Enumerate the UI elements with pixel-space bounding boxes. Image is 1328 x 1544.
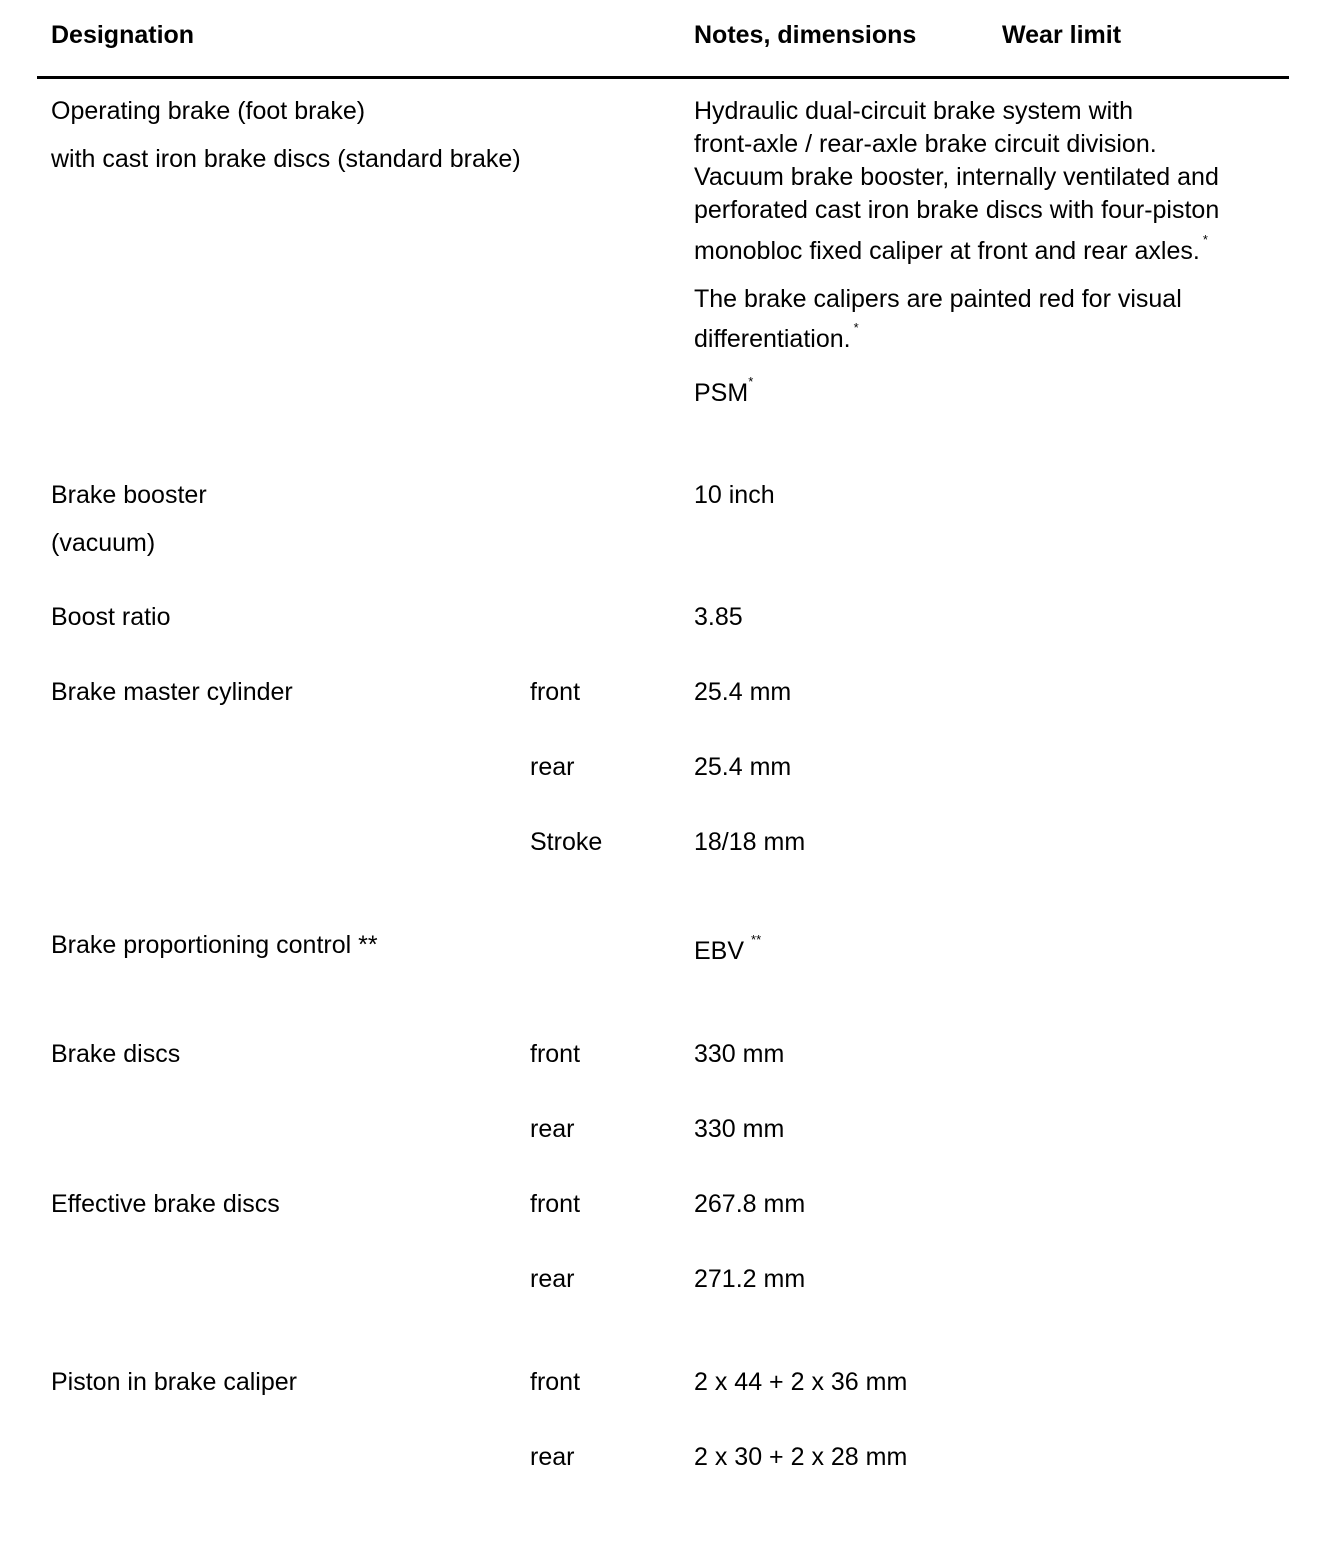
operating-brake-description	[694, 95, 1219, 227]
footnote-marker: **	[751, 931, 762, 947]
effective-discs-front-label: front	[530, 1190, 581, 1218]
description-line: Vacuum brake booster, internally ventilated and	[694, 163, 1219, 191]
footnote-marker: *	[1202, 231, 1208, 247]
operating-brake-sublabel: with cast iron brake discs (standard brake)	[51, 145, 521, 173]
caliper-piston-front-value: 2 x 44 + 2 x 36 mm	[694, 1368, 908, 1396]
caliper-piston-label: Piston in brake caliper	[51, 1368, 297, 1396]
footnote-marker: *	[853, 319, 859, 335]
brake-discs-rear-label: rear	[530, 1115, 575, 1143]
brake-booster-label: Brake booster	[51, 481, 207, 509]
proportioning-label: Brake proportioning control **	[51, 931, 378, 959]
column-header-designation: Designation	[51, 21, 195, 49]
boost-ratio-value: 3.85	[694, 603, 743, 631]
master-cylinder-label: Brake master cylinder	[51, 678, 293, 706]
caliper-piston-rear-label: rear	[530, 1443, 575, 1471]
psm-text: PSM	[694, 379, 749, 407]
brake-booster-value: 10 inch	[694, 481, 775, 509]
operating-brake-label: Operating brake (foot brake)	[51, 97, 366, 125]
caliper-piston-rear-value: 2 x 30 + 2 x 28 mm	[694, 1443, 908, 1471]
effective-discs-rear-label: rear	[530, 1265, 575, 1293]
description-line: Hydraulic dual-circuit brake system with	[694, 97, 1134, 125]
column-header-notes: Notes, dimensions	[694, 21, 917, 49]
description-line: perforated cast iron brake discs with four-piston	[694, 196, 1220, 224]
description-line	[694, 231, 1208, 265]
proportioning-text: EBV	[694, 937, 745, 965]
calipers-note-line: The brake calipers are painted red for visual	[694, 285, 1182, 313]
proportioning-value	[694, 931, 762, 965]
brake-discs-label: Brake discs	[51, 1040, 181, 1068]
caliper-piston-front-label: front	[530, 1368, 581, 1396]
description-text: monobloc fixed caliper at front and rear axles.	[694, 237, 1200, 265]
description-line: front-axle / rear-axle brake circuit division.	[694, 130, 1157, 158]
effective-discs-front-value: 267.8 mm	[694, 1190, 806, 1218]
brake-discs-front-label: front	[530, 1040, 581, 1068]
master-cylinder-rear-value: 25.4 mm	[694, 753, 792, 781]
master-cylinder-front-label: front	[530, 678, 581, 706]
brake-discs-rear-value: 330 mm	[694, 1115, 785, 1143]
brake-discs-front-value: 330 mm	[694, 1040, 785, 1068]
calipers-note-text: differentiation.	[694, 325, 851, 353]
footnote-marker: *	[748, 373, 754, 389]
psm-value	[694, 373, 754, 407]
effective-discs-label: Effective brake discs	[51, 1190, 280, 1218]
column-header-wear-limit: Wear limit	[1002, 21, 1122, 49]
master-cylinder-stroke-label: Stroke	[530, 828, 603, 856]
header-divider	[37, 76, 1289, 79]
boost-ratio-label: Boost ratio	[51, 603, 171, 631]
calipers-note-line	[694, 319, 859, 353]
master-cylinder-rear-label: rear	[530, 753, 575, 781]
master-cylinder-stroke-value: 18/18 mm	[694, 828, 806, 856]
effective-discs-rear-value: 271.2 mm	[694, 1265, 806, 1293]
master-cylinder-front-value: 25.4 mm	[694, 678, 792, 706]
brake-booster-sublabel: (vacuum)	[51, 529, 156, 557]
